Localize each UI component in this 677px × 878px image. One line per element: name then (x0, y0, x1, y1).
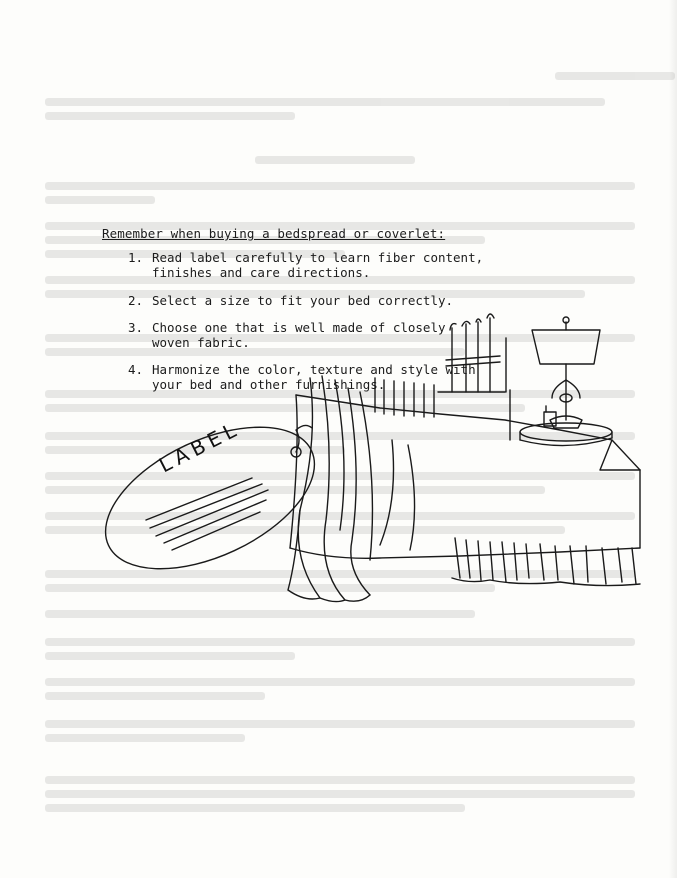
page-heading: Remember when buying a bedspread or coverlet: (102, 226, 446, 241)
tip-number: 2. (128, 293, 144, 308)
tip-text: Choose one that is well made of closely woven fabric. (152, 320, 446, 350)
label-tag-text: LABEL (155, 416, 245, 478)
tip-number: 4. (128, 362, 144, 377)
tip-text: Read label carefully to learn fiber content, finishes and care directions. (152, 250, 484, 280)
tip-text: Select a size to fit your bed correctly. (152, 293, 454, 308)
lamp-icon (532, 317, 600, 428)
nightstand-icon (520, 423, 612, 446)
tip-number: 3. (128, 320, 144, 335)
tip-text: Harmonize the color, texture and style with your bed and other furnishings. (152, 362, 476, 392)
tip-number: 1. (128, 250, 144, 265)
headboard-icon (438, 314, 510, 440)
